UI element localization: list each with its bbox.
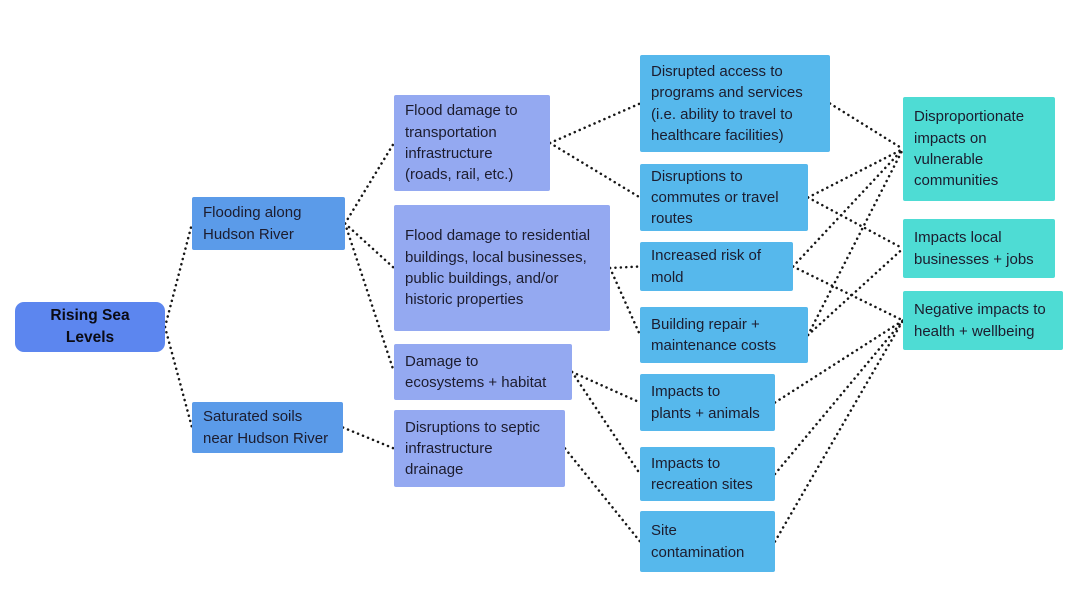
node-businesses (903, 219, 1055, 278)
node-label-mold: Increased risk of mold (651, 247, 762, 286)
node-label-ecosystems: Damage to ecosystems + habitat (405, 352, 547, 391)
node-rising (15, 302, 165, 352)
edge-residential-repair (610, 268, 640, 335)
node-label-plants: Impacts to plants + animals (651, 383, 760, 422)
edge-rising-saturated (165, 327, 192, 428)
node-label-negative-health: Negative impacts to health + wellbeing (914, 301, 1046, 340)
edge-transport-commutes (550, 143, 640, 198)
node-plants (640, 374, 775, 431)
node-label-contamination: Site contamination (651, 522, 745, 561)
edge-disrupted-access-disproportionate (830, 104, 903, 150)
node-label-septic: Disruptions to septic infrastructure drainage (405, 418, 541, 479)
node-label-businesses: Impacts local businesses + jobs (914, 229, 1034, 268)
edge-saturated-septic (343, 428, 394, 449)
node-contamination (640, 511, 775, 572)
edge-commutes-disproportionate (808, 149, 903, 198)
node-flooding (192, 197, 345, 250)
edge-rising-flooding (165, 224, 192, 328)
edge-ecosystems-plants (572, 372, 640, 403)
node-saturated (192, 402, 343, 453)
node-label-transport: Flood damage to transportation infrastructure (roads, rail, etc.) (405, 102, 518, 184)
node-label-recreation: Impacts to recreation sites (651, 454, 753, 493)
edge-transport-disrupted-access (550, 104, 640, 144)
node-recreation (640, 447, 775, 501)
node-label-rising: Rising Sea Levels (50, 307, 130, 346)
edge-septic-contamination (565, 449, 640, 542)
node-transport (394, 95, 550, 191)
edge-mold-negative-health (793, 267, 903, 321)
node-label-disrupted-access: Disrupted access to programs and services (i.e. ability to travel to healthcare facilities) (651, 62, 803, 144)
node-label-residential: Flood damage to residential buildings, local businesses, public buildings, and/or historic properties (405, 227, 591, 309)
node-residential (394, 205, 610, 331)
edge-repair-businesses (808, 249, 903, 336)
node-ecosystems (394, 344, 572, 400)
node-label-disproportionate: Disproportionate impacts on vulnerable communities (914, 108, 1025, 190)
edge-mold-disproportionate (793, 149, 903, 267)
node-disrupted-access (640, 55, 830, 152)
edge-commutes-businesses (808, 198, 903, 249)
edge-flooding-residential (345, 224, 394, 269)
node-repair (640, 307, 808, 363)
node-label-saturated: Saturated soils near Hudson River (203, 408, 329, 447)
edge-flooding-transport (345, 143, 394, 224)
node-label-commutes: Disruptions to commutes or travel routes (651, 167, 779, 228)
node-label-flooding: Flooding along Hudson River (203, 204, 302, 243)
node-negative-health (903, 291, 1063, 350)
node-mold (640, 242, 793, 291)
node-commutes (640, 164, 808, 231)
node-septic (394, 410, 565, 487)
node-disproportionate (903, 97, 1055, 201)
node-label-repair: Building repair + maintenance costs (651, 315, 777, 354)
edge-residential-mold (610, 267, 640, 269)
